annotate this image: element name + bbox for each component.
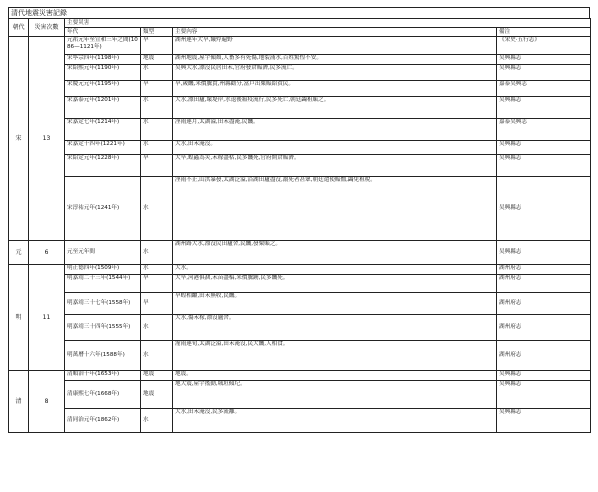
content-cell: 地大震,屋宇搖動,城垣傾圮。 [173, 381, 497, 409]
content-cell: 湖州連年大旱,餓殍遍野 [173, 37, 497, 55]
type-cell: 旱 [141, 81, 173, 97]
time-cell: 宋紹熙元年(1190年) [65, 65, 141, 81]
note-cell: 吴興縣志 [497, 409, 591, 433]
time-cell: 明嘉靖三十七年(1558年) [65, 293, 141, 315]
type-cell: 水 [141, 97, 173, 119]
type-cell: 水 [141, 65, 173, 81]
type-cell: 旱 [141, 155, 173, 177]
time-cell: 清康熙七年(1668年) [65, 381, 141, 409]
type-cell: 地震 [141, 371, 173, 381]
content-cell: 大水,漂田廬,壞堤岸,水退後瘟疫流行,民多死亡,朝廷蠲租賑之。 [173, 97, 497, 119]
type-cell: 水 [141, 177, 173, 241]
time-cell: 宋寧宗四年(1198年) [65, 55, 141, 65]
header-count: 災害次數 [29, 19, 65, 37]
content-cell: 湖州路大水,漂沒民田廬舍,民饑,發粟賑之。 [173, 241, 497, 265]
time-cell: 元至元年間 [65, 241, 141, 265]
type-cell: 地震 [141, 381, 173, 409]
note-cell: 吴興縣志 [497, 155, 591, 177]
type-cell: 水 [141, 409, 173, 433]
time-cell: 宋淳祐元年(1241年) [65, 177, 141, 241]
note-cell: 吴興縣志 [497, 55, 591, 65]
content-cell: 大旱,河港俱涸,禾苗盡槁,米價騰踴,民多饑死。 [173, 275, 497, 293]
table-title: 清代地震災害記錄 [8, 7, 590, 18]
note-cell: 湖州府志 [497, 275, 591, 293]
note-cell: 湖州府志 [497, 341, 591, 371]
time-cell: 清順治十年(1653年) [65, 371, 141, 381]
content-cell: 大水,田禾淹沒。 [173, 141, 497, 155]
time-cell: 清同治元年(1862年) [65, 409, 141, 433]
content-cell: 湖州地震,屋宇傾頹,人畜多有死傷,地裂涌水,百姓驚惶不安。 [173, 55, 497, 65]
header-note: 備注 [497, 28, 591, 37]
time-cell: 明嘉靖二十三年(1544年) [65, 275, 141, 293]
time-cell: 宋嘉泰元年(1201年) [65, 97, 141, 119]
note-cell: 吴興縣志 [497, 97, 591, 119]
time-cell: 明萬曆十六年(1588年) [65, 341, 141, 371]
header-dynasty: 朝代 [9, 19, 29, 37]
content-cell: 大旱,蝗蟲為災,禾稼盡枯,民多饑死,官府開倉賑濟。 [173, 155, 497, 177]
dynasty-cell: 宋 [9, 37, 29, 241]
type-cell: 水 [141, 341, 173, 371]
type-cell: 旱 [141, 293, 173, 315]
note-cell: 吴興縣志 [497, 371, 591, 381]
content-cell: 大水,傷禾稼,漂沒廬舍。 [173, 315, 497, 341]
content-cell: 旱蝗相繼,田禾無收,民饑。 [173, 293, 497, 315]
type-cell: 水 [141, 241, 173, 265]
time-cell: 宋慶元元年(1195年) [65, 81, 141, 97]
disaster-table [8, 18, 591, 433]
note-cell: 湖州府志 [497, 265, 591, 275]
content-cell: 大水。 [173, 265, 497, 275]
header-type: 類型 [141, 28, 173, 37]
count-cell: 6 [29, 241, 65, 265]
dynasty-cell: 清 [9, 371, 29, 433]
type-cell: 水 [141, 119, 173, 141]
content-cell: 大水,田禾淹沒,民多流離。 [173, 409, 497, 433]
note-cell: 吴興縣志 [497, 241, 591, 265]
header-group: 主要災害 [65, 19, 591, 28]
note-cell: 嘉泰吴興志 [497, 119, 591, 141]
type-cell: 水 [141, 265, 173, 275]
count-cell: 13 [29, 37, 65, 241]
note-cell: 吴興縣志 [497, 141, 591, 155]
header-content: 主要內容 [173, 28, 497, 37]
note-cell: 吴興縣志 [497, 177, 591, 241]
time-cell: 明嘉靖三十四年(1555年) [65, 315, 141, 341]
dynasty-cell: 元 [9, 241, 29, 265]
document-page [8, 7, 590, 433]
content-cell: 霪雨連旬,太湖泛溢,田禾淹沒,民大饑,人相食。 [173, 341, 497, 371]
type-cell: 水 [141, 315, 173, 341]
time-cell: 明正德四年(1509年) [65, 265, 141, 275]
count-cell: 11 [29, 265, 65, 371]
note-cell: 《宋史·五行志》 [497, 37, 591, 55]
note-cell: 吴興縣志 [497, 381, 591, 409]
count-cell: 8 [29, 371, 65, 433]
content-cell: 淫雨連月,太湖溢,田禾盡淹,民饑。 [173, 119, 497, 141]
header-time: 年代 [65, 28, 141, 37]
content-cell: 吴興大水,漂沒民居田禾,官府發倉賑濟,民多流亡。 [173, 65, 497, 81]
note-cell: 吴興縣志 [497, 65, 591, 81]
content-cell: 淫雨不止,山洪暴發,太湖泛溢,沿湖田廬盡沒,溺死者甚眾,朝廷遣使賑恤,蠲免租稅。 [173, 177, 497, 241]
time-cell: 宋紹定元年(1228年) [65, 155, 141, 177]
time-cell: 宋嘉定七年(1214年) [65, 119, 141, 141]
type-cell: 旱 [141, 37, 173, 55]
time-cell: 元祐元年至宣和三年之間(1086—1121年) [65, 37, 141, 55]
type-cell: 旱 [141, 275, 173, 293]
dynasty-cell: 明 [9, 265, 29, 371]
type-cell: 水 [141, 141, 173, 155]
time-cell: 宋嘉定十四年(1221年) [65, 141, 141, 155]
note-cell: 嘉泰吴興志 [497, 81, 591, 97]
content-cell: 地震。 [173, 371, 497, 381]
type-cell: 地震 [141, 55, 173, 65]
note-cell: 湖州府志 [497, 293, 591, 315]
content-cell: 旱,歲饑,米價騰貴,州縣勸分,富戶出粟賑給貧民。 [173, 81, 497, 97]
note-cell: 湖州府志 [497, 315, 591, 341]
